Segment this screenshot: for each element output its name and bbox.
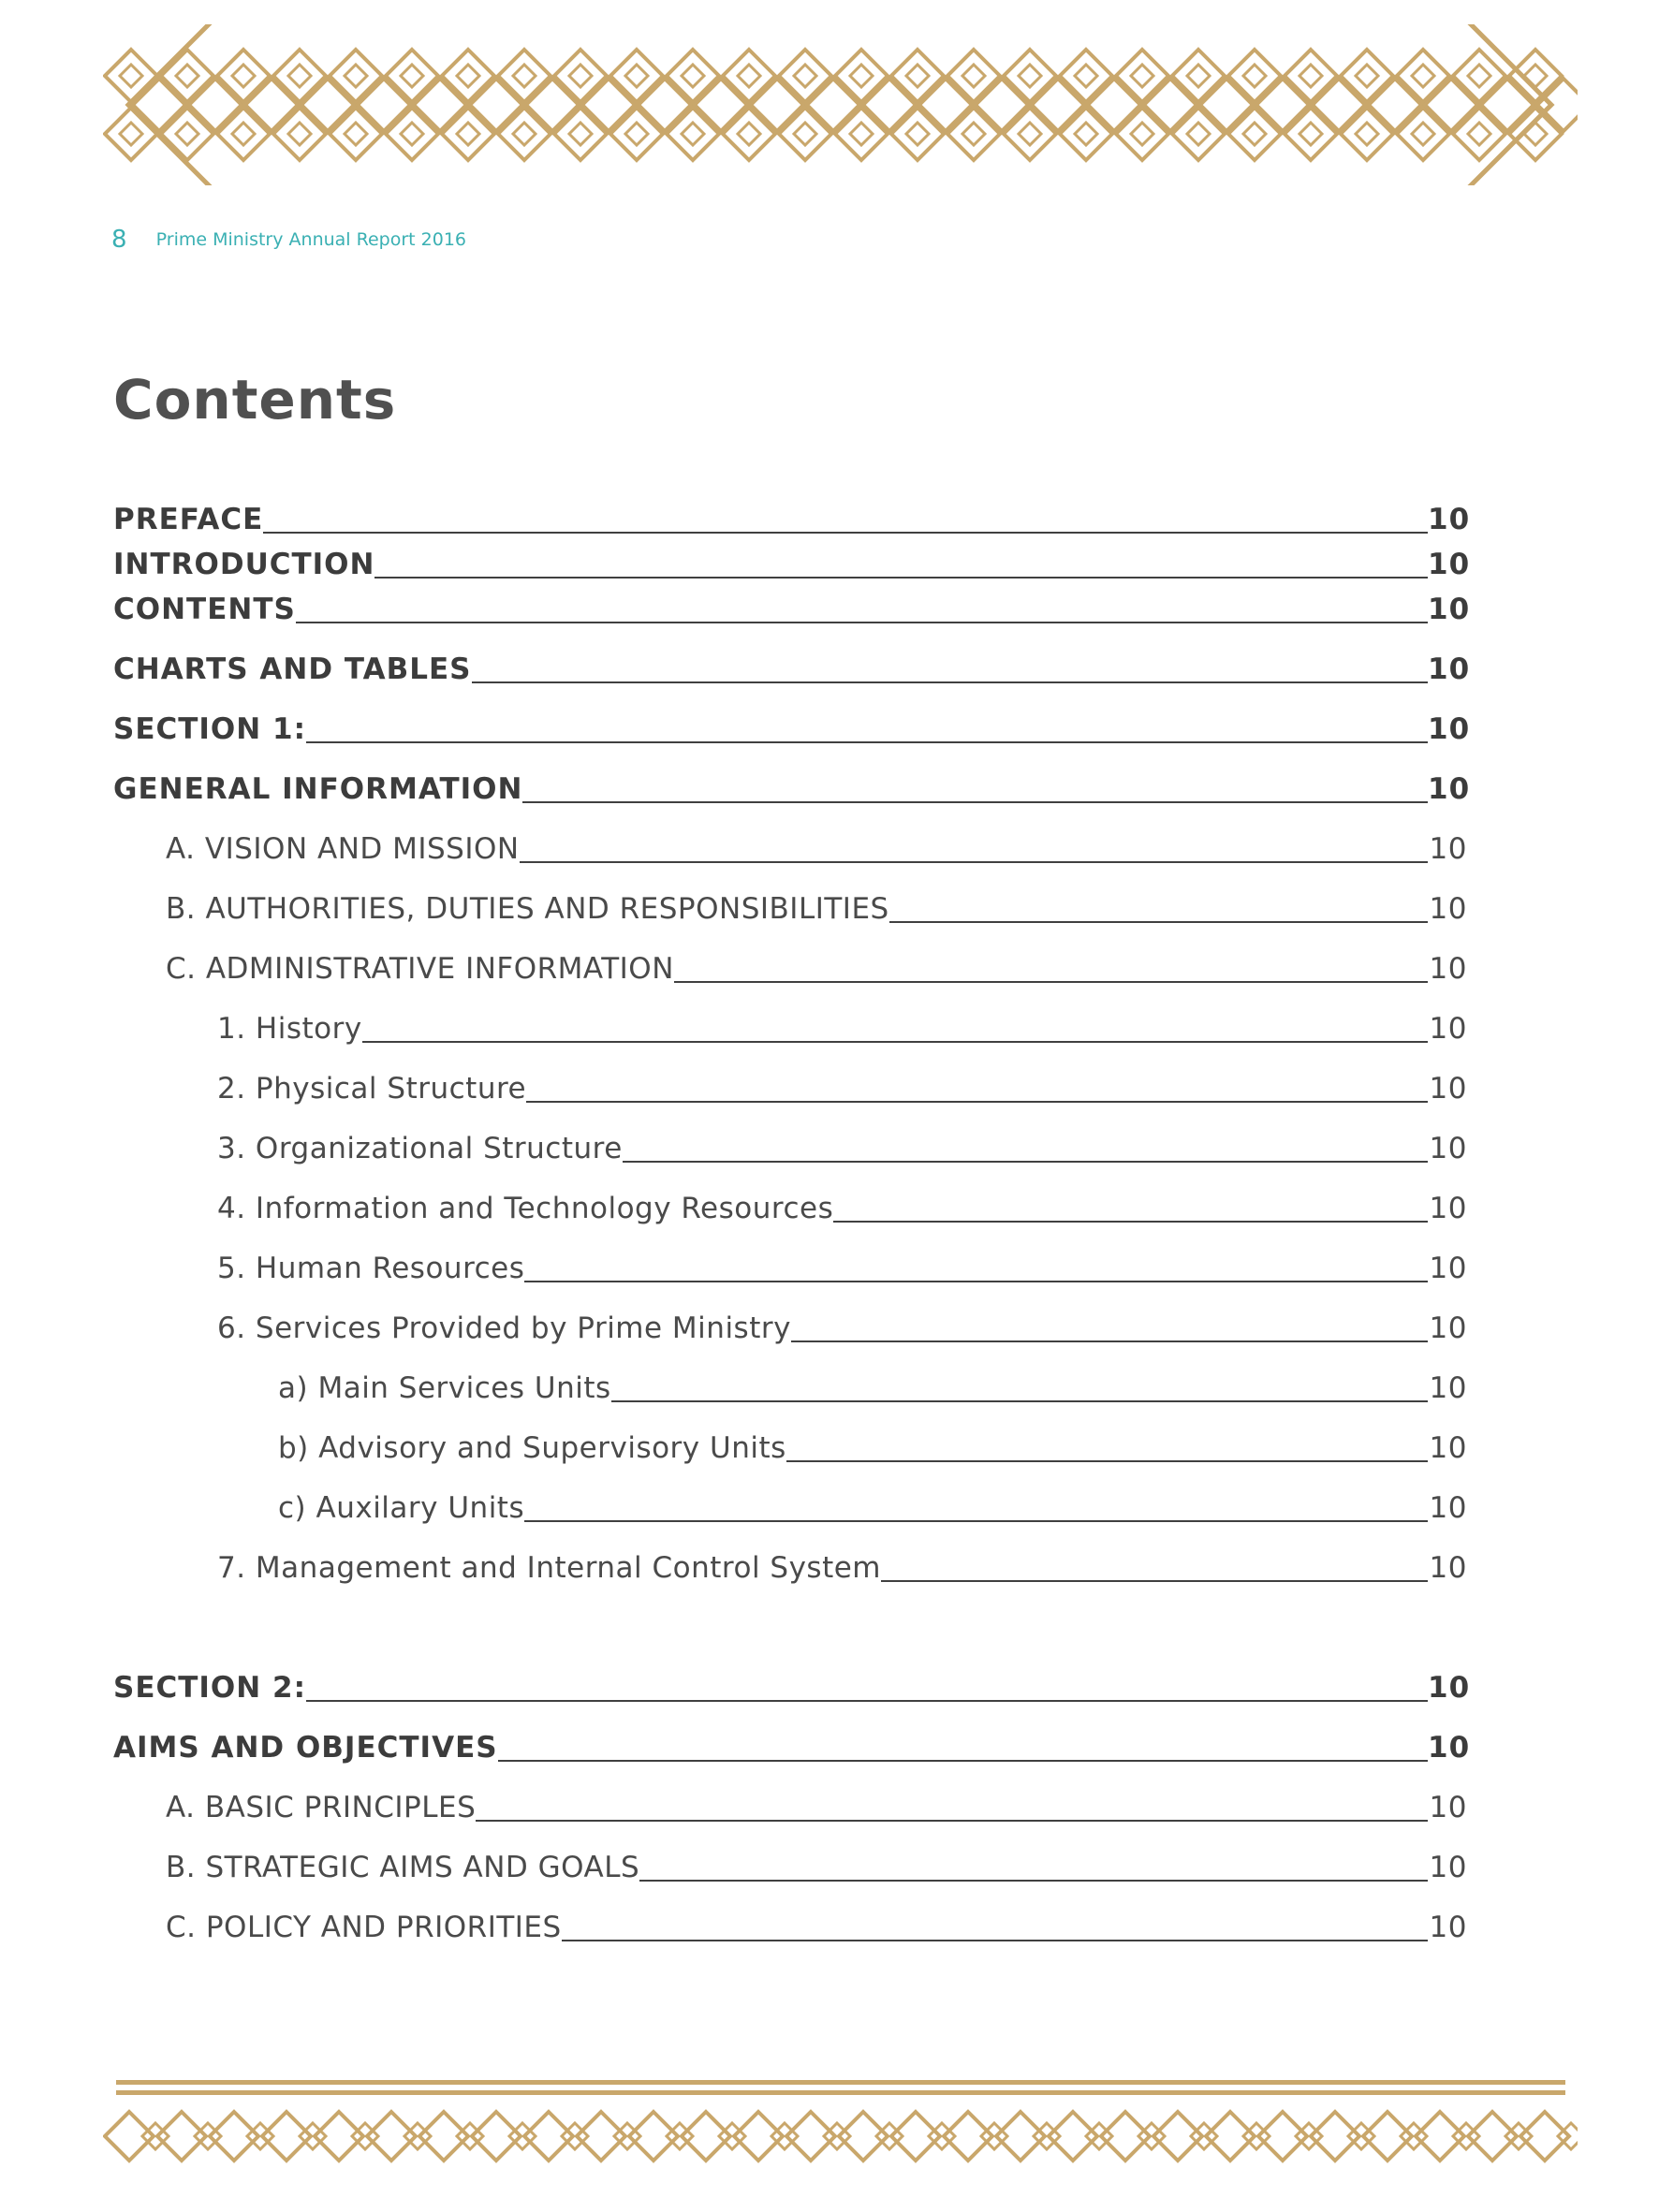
toc-entry-label: B. AUTHORITIES, DUTIES AND RESPONSIBILITIES [166, 892, 889, 926]
ornament-diamond [569, 65, 592, 87]
ornament-diamond [120, 65, 142, 87]
ornament-diamond [682, 123, 704, 145]
ornament-diamond [554, 108, 607, 160]
ornament-diamond [1200, 79, 1253, 131]
ornament-diamond [414, 79, 466, 131]
toc-entry[interactable] [113, 708, 1471, 746]
ornament-diamond [345, 123, 367, 145]
toc-entry-label: 5. Human Resources [217, 1252, 525, 1285]
ornament-diamond [569, 123, 592, 145]
toc-entry-label: GENERAL INFORMATION [113, 772, 523, 806]
ornament-diamond [386, 50, 438, 102]
ornament-diamond [944, 2112, 992, 2161]
toc-entry-page: 10 [1429, 892, 1467, 926]
ornament-diamond [401, 123, 423, 145]
ornament-diamond [835, 108, 888, 160]
toc-entry-label: B. STRATEGIC AIMS AND GOALS [166, 1851, 640, 1884]
toc-entry-page: 10 [1428, 1671, 1471, 1705]
ornament-diamond [1416, 2112, 1464, 2161]
toc-leader-line [889, 920, 1428, 923]
ornament-diamond [210, 2112, 258, 2161]
ornament-diamond [1537, 79, 1578, 131]
ornament-diamond [1356, 123, 1378, 145]
ornament-diamond [839, 2112, 888, 2161]
toc-entry[interactable] [217, 1067, 1467, 1105]
toc-leader-line [623, 1160, 1428, 1163]
ornament-diamond [457, 123, 479, 145]
toc-entry-label: CONTENTS [113, 593, 296, 626]
toc-leader-line [791, 1340, 1428, 1342]
ornament-diamond [891, 50, 944, 102]
ornament-diamond [1243, 123, 1266, 145]
running-header [111, 226, 466, 254]
ornament-diamond [1153, 2112, 1202, 2161]
toc-leader-line [562, 1939, 1428, 1941]
toc-entry-page: 10 [1428, 712, 1471, 746]
ornament-diamond [1243, 65, 1266, 87]
toc-entry-label: C. POLICY AND PRIORITIES [166, 1911, 562, 1944]
ornament-diamond [315, 2112, 363, 2161]
toc-entry[interactable] [278, 1427, 1467, 1464]
ornament-diamond [1356, 65, 1378, 87]
ornament-diamond [682, 65, 704, 87]
toc-entry-page: 10 [1429, 1431, 1467, 1465]
ornament-diamond [723, 108, 775, 160]
ornament-diamond [105, 2112, 154, 2161]
ornament-diamond [1187, 123, 1210, 145]
ornament-diamond [1453, 50, 1505, 102]
ornament-diamond [667, 108, 719, 160]
ornament-diamond [232, 123, 255, 145]
toc-leader-line [362, 1040, 1428, 1043]
ornament-diamond [1131, 123, 1153, 145]
ornament-diamond [610, 50, 663, 102]
toc-leader-line [498, 1759, 1428, 1762]
ornament-diamond [105, 50, 157, 102]
ornament-diamond [161, 108, 213, 160]
ornament-diamond [513, 65, 536, 87]
ornament-diamond [1481, 79, 1534, 131]
ornament-diamond [1313, 79, 1365, 131]
ornament-diamond [682, 2112, 730, 2161]
ornament-diamond [1172, 108, 1225, 160]
ornament-diamond [176, 123, 198, 145]
ornament-diamond [1258, 2112, 1307, 2161]
ornament-diamond [779, 108, 831, 160]
ornament-diamond [1228, 108, 1281, 160]
ornament-diamond [472, 2112, 521, 2161]
ornament-diamond [738, 65, 760, 87]
bottom-ornament-band [103, 2086, 1578, 2187]
ornament-diamond [120, 123, 142, 145]
ornament-diamond [695, 79, 747, 131]
toc-leader-line [526, 1100, 1428, 1103]
toc-entry-page: 10 [1429, 1192, 1467, 1225]
ornament-diamond [1397, 108, 1449, 160]
ornament-diamond [1116, 108, 1168, 160]
toc-entry[interactable] [217, 1546, 1467, 1584]
toc-entry-label: c) Auxilary Units [278, 1491, 525, 1525]
toc-entry-label: CHARTS AND TABLES [113, 652, 472, 686]
toc-entry[interactable] [217, 1247, 1467, 1284]
toc-entry-label: A. VISION AND MISSION [166, 832, 520, 866]
toc-entry[interactable] [113, 498, 1471, 536]
toc-entry-page: 10 [1428, 548, 1471, 581]
toc-leader-line [674, 980, 1428, 983]
toc-leader-line [611, 1399, 1428, 1402]
ornament-diamond [996, 2112, 1045, 2161]
ornament-diamond [577, 2112, 625, 2161]
ornament-diamond [1369, 79, 1421, 131]
ornament-diamond [1075, 123, 1097, 145]
ornament-diamond [891, 108, 944, 160]
toc-entry[interactable] [217, 1187, 1467, 1224]
ornament-diamond [345, 65, 367, 87]
ornament-diamond [1019, 65, 1041, 87]
toc-entry[interactable] [217, 1307, 1467, 1344]
toc-leader-line [263, 531, 1428, 534]
ornament-diamond [442, 108, 494, 160]
ornament-diamond [1509, 108, 1562, 160]
ornament-diamond [157, 2112, 206, 2161]
toc-entry-label: 4. Information and Technology Resources [217, 1192, 834, 1225]
ornament-diamond [794, 65, 816, 87]
ornament-diamond [1032, 79, 1084, 131]
ornament-diamond [1060, 50, 1112, 102]
toc-entry[interactable] [166, 1906, 1467, 1943]
ornament-diamond [442, 50, 494, 102]
ornament-diamond [1228, 50, 1281, 102]
toc-entry-label: b) Advisory and Supervisory Units [278, 1431, 786, 1465]
ornament-diamond [1468, 123, 1490, 145]
ornament-diamond [850, 65, 873, 87]
ornament-diamond [288, 123, 311, 145]
ornament-diamond [625, 123, 648, 145]
ornament-diamond [906, 65, 929, 87]
toc-entry-label: INTRODUCTION [113, 548, 375, 581]
ornament-diamond [582, 79, 635, 131]
page-number: 8 [111, 226, 127, 254]
toc-entry-label: PREFACE [113, 503, 264, 536]
ornament-diamond [189, 79, 242, 131]
ornament-diamond [1116, 50, 1168, 102]
toc-leader-line [639, 1879, 1428, 1882]
toc-entry[interactable] [166, 1846, 1467, 1883]
toc-entry[interactable] [217, 1007, 1467, 1045]
toc-leader-line [520, 860, 1428, 863]
ornament-diamond [513, 123, 536, 145]
ornament-diamond [273, 50, 326, 102]
ornament-diamond [1206, 2112, 1255, 2161]
toc-entry-label: 7. Management and Internal Control System [217, 1551, 882, 1585]
ornament-diamond [919, 79, 972, 131]
toc-entry-page: 10 [1428, 772, 1471, 806]
ornament-diamond [217, 50, 270, 102]
report-title: Prime Ministry Annual Report 2016 [155, 229, 466, 250]
ornament-diamond [1520, 2112, 1569, 2161]
ornament-diamond [1019, 123, 1041, 145]
toc-entry-page: 10 [1429, 1911, 1467, 1944]
ornament-diamond [807, 79, 859, 131]
ornament-diamond [610, 108, 663, 160]
ornament-diamond [947, 50, 1000, 102]
top-ornament-band [103, 24, 1578, 185]
ornament-diamond [1412, 123, 1434, 145]
toc-entry-page: 10 [1428, 593, 1471, 626]
toc-entry-label: 1. History [217, 1012, 362, 1046]
ornament-diamond [667, 50, 719, 102]
toc-entry-page: 10 [1429, 1311, 1467, 1345]
ornament-diamond [976, 79, 1028, 131]
toc-entry[interactable] [113, 648, 1471, 686]
ornament-diamond [1311, 2112, 1359, 2161]
ornament-diamond [625, 65, 648, 87]
ornament-diamond [526, 79, 579, 131]
ornament-diamond [1299, 65, 1322, 87]
toc-entry[interactable] [166, 1786, 1467, 1824]
toc-entry-page: 10 [1429, 1072, 1467, 1106]
ornament-diamond [554, 50, 607, 102]
ornament-diamond [1060, 108, 1112, 160]
ornament-diamond [273, 108, 326, 160]
toc-entry[interactable] [113, 1666, 1471, 1705]
ornament-diamond [1468, 65, 1490, 87]
toc-entry-label: C. ADMINISTRATIVE INFORMATION [166, 952, 674, 986]
toc-entry-page: 10 [1429, 1851, 1467, 1884]
ornament-diamond [639, 79, 691, 131]
toc-entry-label: SECTION 1: [113, 712, 306, 746]
ornament-diamond [947, 108, 1000, 160]
ornament-diamond [1397, 50, 1449, 102]
ornament-diamond [262, 2112, 311, 2161]
toc-entry[interactable] [113, 768, 1471, 806]
toc-leader-line [306, 740, 1428, 743]
page-title: Contents [113, 368, 397, 432]
ornament-diamond [1285, 108, 1337, 160]
ornament-diamond [217, 108, 270, 160]
ornament-diamond [498, 50, 551, 102]
ornament-diamond [850, 123, 873, 145]
ornament-diamond [906, 123, 929, 145]
ornament-diamond [176, 65, 198, 87]
ornament-diamond [962, 65, 985, 87]
ornament-diamond [1412, 65, 1434, 87]
ornament-diamond [498, 108, 551, 160]
toc-leader-line [296, 621, 1428, 623]
toc-leader-line [833, 1220, 1428, 1223]
ornament-diamond [245, 79, 298, 131]
toc-entry-label: 6. Services Provided by Prime Ministry [217, 1311, 791, 1345]
ornament-diamond [330, 50, 382, 102]
ornament-diamond [1004, 108, 1056, 160]
toc-leader-line [374, 576, 1428, 579]
ornament-diamond [962, 123, 985, 145]
ornament-diamond [470, 79, 522, 131]
ornament-diamond [738, 123, 760, 145]
toc-leader-line [524, 1519, 1428, 1522]
ornament-diamond [629, 2112, 678, 2161]
toc-leader-line [472, 681, 1428, 683]
toc-entry-page: 10 [1429, 1791, 1467, 1824]
ornament-diamond [863, 79, 916, 131]
toc-entry[interactable] [217, 1127, 1467, 1165]
ornament-diamond [105, 108, 157, 160]
toc-entry-label: 2. Physical Structure [217, 1072, 527, 1106]
ornament-diamond [723, 50, 775, 102]
ornament-diamond [1363, 2112, 1412, 2161]
ornament-diamond [1004, 50, 1056, 102]
toc-entry[interactable] [113, 543, 1471, 581]
toc-entry[interactable] [166, 947, 1467, 985]
ornament-diamond [1299, 123, 1322, 145]
ornament-diamond [161, 50, 213, 102]
ornament-diamond [779, 50, 831, 102]
toc-leader-line [476, 1819, 1428, 1822]
toc-entry[interactable] [166, 887, 1467, 925]
toc-entry-page: 10 [1429, 1371, 1467, 1405]
toc-entry-label: A. BASIC PRINCIPLES [166, 1791, 477, 1824]
toc-entry-label: SECTION 2: [113, 1671, 306, 1705]
toc-entry-label: a) Main Services Units [278, 1371, 611, 1405]
toc-entry-label: AIMS AND OBJECTIVES [113, 1731, 498, 1765]
ornament-diamond [401, 65, 423, 87]
ornament-diamond [386, 108, 438, 160]
ornament-diamond [1049, 2112, 1097, 2161]
ornament-diamond [288, 65, 311, 87]
ornament-diamond [891, 2112, 940, 2161]
ornament-diamond [419, 2112, 468, 2161]
ornament-diamond [1088, 79, 1140, 131]
toc-entry-page: 10 [1429, 1491, 1467, 1525]
ornament-diamond [1468, 2112, 1517, 2161]
ornament-diamond [330, 108, 382, 160]
toc-entry[interactable] [278, 1487, 1467, 1524]
ornament-diamond [835, 50, 888, 102]
ornament-diamond [301, 79, 354, 131]
toc-entry-page: 10 [1428, 652, 1471, 686]
toc-entry[interactable] [113, 1726, 1471, 1765]
ornament-diamond [457, 65, 479, 87]
toc-entry-page: 10 [1429, 832, 1467, 866]
toc-entry-label: 3. Organizational Structure [217, 1132, 623, 1165]
ornament-diamond [1285, 50, 1337, 102]
toc-entry-page: 10 [1428, 1731, 1471, 1765]
toc-entry-page: 10 [1429, 1252, 1467, 1285]
toc-entry-page: 10 [1429, 1551, 1467, 1585]
ornament-diamond [1453, 108, 1505, 160]
toc-leader-line [522, 800, 1428, 803]
ornament-diamond [232, 65, 255, 87]
ornament-diamond [1425, 79, 1477, 131]
toc-entry-page: 10 [1428, 503, 1471, 536]
ornament-diamond [786, 2112, 835, 2161]
ornament-diamond [734, 2112, 783, 2161]
toc-entry-page: 10 [1429, 1132, 1467, 1165]
toc-entry[interactable] [113, 588, 1471, 626]
ornament-diamond [524, 2112, 573, 2161]
toc-leader-line [786, 1459, 1428, 1462]
ornament-diamond [1172, 50, 1225, 102]
ornament-diamond [367, 2112, 416, 2161]
ornament-diamond [1144, 79, 1197, 131]
toc-entry-page: 10 [1429, 1012, 1467, 1046]
ornament-diamond [751, 79, 803, 131]
ornament-diamond [1341, 50, 1393, 102]
ornament-diamond [794, 123, 816, 145]
toc-leader-line [306, 1699, 1428, 1702]
toc-leader-line [524, 1280, 1428, 1282]
toc-entry-page: 10 [1429, 952, 1467, 986]
ornament-diamond [133, 79, 185, 131]
ornament-diamond [128, 24, 1551, 185]
ornament-diamond [358, 79, 410, 131]
toc-leader-line [881, 1579, 1428, 1582]
ornament-diamond [1075, 65, 1097, 87]
toc-entry[interactable] [278, 1367, 1467, 1404]
ornament-diamond [1131, 65, 1153, 87]
ornament-diamond [1187, 65, 1210, 87]
ornament-diamond [1101, 2112, 1150, 2161]
ornament-diamond [1256, 79, 1309, 131]
ornament-diamond [1341, 108, 1393, 160]
toc-entry[interactable] [166, 828, 1467, 865]
ornament-diamond [1509, 50, 1562, 102]
